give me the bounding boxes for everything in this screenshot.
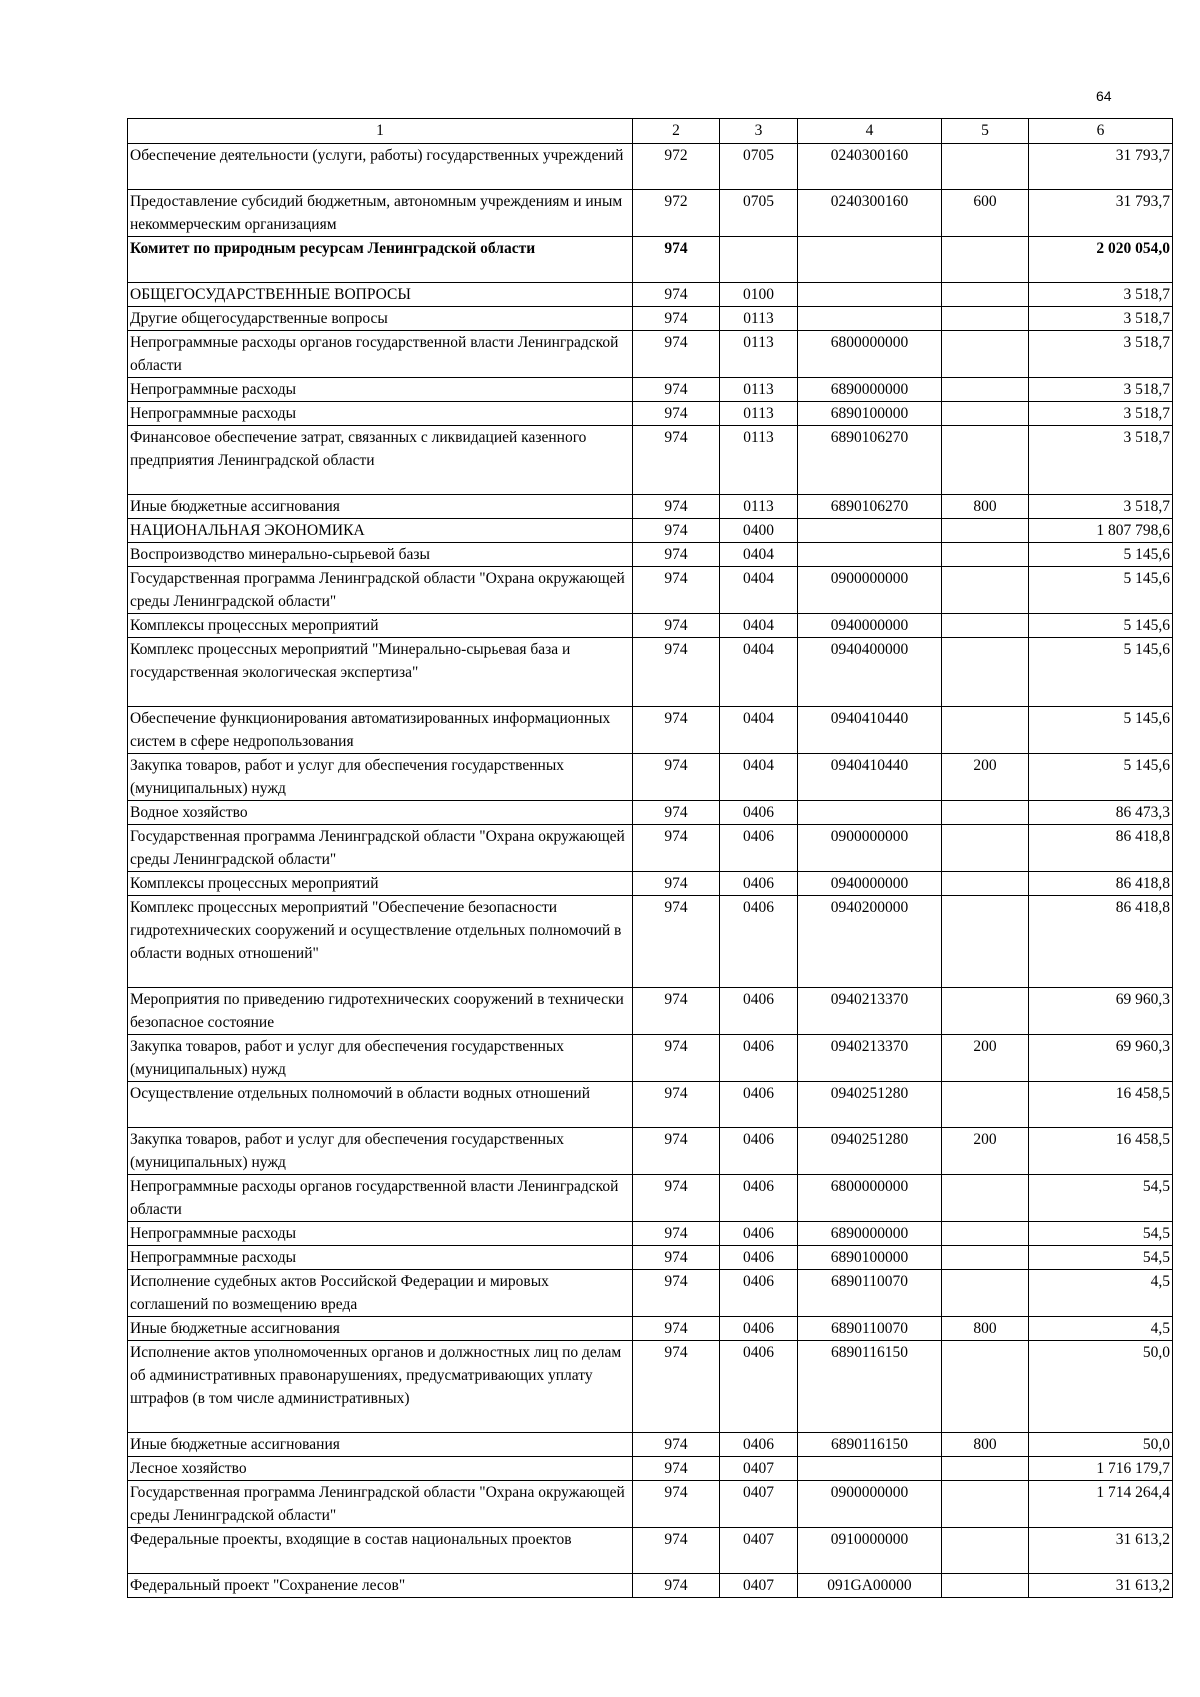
cell-section: 0406 (720, 1317, 798, 1341)
cell-name: Непрограммные расходы органов государственной власти Ленинградской области (128, 1175, 633, 1222)
cell-section (720, 237, 798, 283)
cell-target: 0940213370 (798, 1035, 942, 1082)
table-row (128, 307, 1173, 331)
cell-amount: 54,5 (1029, 1246, 1173, 1270)
cell-target: 0940213370 (798, 988, 942, 1035)
cell-target: 0910000000 (798, 1528, 942, 1574)
cell-target: 6890100000 (798, 1246, 942, 1270)
cell-amount: 86 418,8 (1029, 872, 1173, 896)
cell-target: 6890106270 (798, 495, 942, 519)
table-header-row (128, 119, 1173, 144)
cell-ministry: 974 (633, 567, 720, 614)
column-header-target: 4 (798, 119, 942, 144)
cell-section: 0404 (720, 638, 798, 707)
cell-target: 0940200000 (798, 896, 942, 988)
table-body (128, 144, 1173, 1598)
cell-section: 0406 (720, 1175, 798, 1222)
cell-name: Закупка товаров, работ и услуг для обеспечения государственных (муниципальных) нужд (128, 1035, 633, 1082)
budget-table (127, 118, 1173, 1598)
cell-section: 0406 (720, 1222, 798, 1246)
cell-amount: 4,5 (1029, 1270, 1173, 1317)
cell-name: Федеральный проект "Сохранение лесов" (128, 1574, 633, 1598)
cell-expense-type: 800 (942, 495, 1029, 519)
table-row (128, 378, 1173, 402)
cell-ministry: 974 (633, 543, 720, 567)
table-row (128, 1246, 1173, 1270)
cell-name: Исполнение судебных актов Российской Федерации и мировых соглашений по возмещению вреда (128, 1270, 633, 1317)
cell-ministry: 974 (633, 1082, 720, 1128)
cell-name: Комплексы процессных мероприятий (128, 872, 633, 896)
cell-ministry: 974 (633, 614, 720, 638)
table-row (128, 426, 1173, 495)
cell-amount: 86 418,8 (1029, 896, 1173, 988)
table-row (128, 1082, 1173, 1128)
cell-target: 6800000000 (798, 1175, 942, 1222)
cell-target (798, 283, 942, 307)
cell-target (798, 519, 942, 543)
cell-target: 6890000000 (798, 378, 942, 402)
cell-expense-type (942, 1175, 1029, 1222)
cell-section: 0406 (720, 801, 798, 825)
table-row (128, 1433, 1173, 1457)
cell-ministry: 974 (633, 495, 720, 519)
cell-section: 0404 (720, 614, 798, 638)
table-row (128, 1528, 1173, 1574)
cell-name: Комплекс процессных мероприятий "Минерально-сырьевая база и государственная экологическая экспертиза" (128, 638, 633, 707)
cell-section: 0406 (720, 1246, 798, 1270)
cell-amount: 31 613,2 (1029, 1574, 1173, 1598)
cell-target: 0900000000 (798, 825, 942, 872)
cell-amount: 31 613,2 (1029, 1528, 1173, 1574)
cell-target: 0940400000 (798, 638, 942, 707)
cell-amount: 16 458,5 (1029, 1082, 1173, 1128)
cell-expense-type: 600 (942, 190, 1029, 237)
cell-name: Осуществление отдельных полномочий в области водных отношений (128, 1082, 633, 1128)
cell-name: Непрограммные расходы органов государственной власти Ленинградской области (128, 331, 633, 378)
table-row (128, 331, 1173, 378)
table-row (128, 1317, 1173, 1341)
cell-ministry: 974 (633, 1457, 720, 1481)
cell-amount: 16 458,5 (1029, 1128, 1173, 1175)
cell-ministry: 974 (633, 378, 720, 402)
cell-name: Закупка товаров, работ и услуг для обеспечения государственных (муниципальных) нужд (128, 754, 633, 801)
cell-ministry: 974 (633, 988, 720, 1035)
cell-expense-type (942, 825, 1029, 872)
cell-ministry: 974 (633, 283, 720, 307)
cell-expense-type (942, 707, 1029, 754)
cell-target: 0940251280 (798, 1128, 942, 1175)
cell-expense-type (942, 1457, 1029, 1481)
table-row (128, 1341, 1173, 1433)
page-number: 64 (1096, 88, 1112, 104)
cell-ministry: 974 (633, 872, 720, 896)
cell-ministry: 974 (633, 1035, 720, 1082)
cell-expense-type (942, 1082, 1029, 1128)
cell-section: 0113 (720, 378, 798, 402)
column-header-ministry: 2 (633, 119, 720, 144)
table-row (128, 237, 1173, 283)
cell-target: 0900000000 (798, 1481, 942, 1528)
cell-name: Обеспечение деятельности (услуги, работы) государственных учреждений (128, 144, 633, 190)
cell-ministry: 974 (633, 638, 720, 707)
cell-name: Предоставление субсидий бюджетным, автономным учреждениям и иным некоммерческим организациям (128, 190, 633, 237)
cell-target: 6890116150 (798, 1341, 942, 1433)
table-row (128, 1035, 1173, 1082)
cell-amount: 3 518,7 (1029, 426, 1173, 495)
cell-expense-type (942, 283, 1029, 307)
cell-expense-type: 200 (942, 754, 1029, 801)
cell-ministry: 974 (633, 1574, 720, 1598)
cell-ministry: 974 (633, 1433, 720, 1457)
cell-ministry: 974 (633, 1341, 720, 1433)
cell-amount: 3 518,7 (1029, 307, 1173, 331)
table-row (128, 988, 1173, 1035)
cell-amount: 4,5 (1029, 1317, 1173, 1341)
table-row (128, 638, 1173, 707)
cell-target (798, 543, 942, 567)
cell-name: Другие общегосударственные вопросы (128, 307, 633, 331)
cell-name: Иные бюджетные ассигнования (128, 495, 633, 519)
cell-ministry: 974 (633, 331, 720, 378)
cell-section: 0705 (720, 190, 798, 237)
cell-target (798, 237, 942, 283)
cell-expense-type (942, 378, 1029, 402)
cell-section: 0400 (720, 519, 798, 543)
cell-expense-type (942, 1270, 1029, 1317)
cell-section: 0406 (720, 1270, 798, 1317)
cell-target (798, 307, 942, 331)
cell-target: 6890000000 (798, 1222, 942, 1246)
cell-section: 0404 (720, 707, 798, 754)
cell-expense-type (942, 1574, 1029, 1598)
cell-ministry: 974 (633, 1246, 720, 1270)
cell-name: Мероприятия по приведению гидротехнических сооружений в технически безопасное состояние (128, 988, 633, 1035)
cell-amount: 3 518,7 (1029, 283, 1173, 307)
cell-section: 0113 (720, 331, 798, 378)
cell-section: 0406 (720, 896, 798, 988)
cell-amount: 86 473,3 (1029, 801, 1173, 825)
table-row (128, 567, 1173, 614)
cell-section: 0404 (720, 543, 798, 567)
cell-target: 0900000000 (798, 567, 942, 614)
cell-section: 0113 (720, 307, 798, 331)
cell-section: 0406 (720, 1341, 798, 1433)
cell-expense-type: 200 (942, 1035, 1029, 1082)
cell-name: Непрограммные расходы (128, 1222, 633, 1246)
cell-amount: 5 145,6 (1029, 638, 1173, 707)
cell-expense-type (942, 1481, 1029, 1528)
cell-section: 0705 (720, 144, 798, 190)
table-row (128, 801, 1173, 825)
cell-section: 0406 (720, 988, 798, 1035)
cell-expense-type: 800 (942, 1433, 1029, 1457)
cell-section: 0406 (720, 1128, 798, 1175)
cell-name: Комплексы процессных мероприятий (128, 614, 633, 638)
cell-expense-type (942, 402, 1029, 426)
cell-ministry: 974 (633, 426, 720, 495)
cell-section: 0407 (720, 1528, 798, 1574)
cell-target: 0240300160 (798, 190, 942, 237)
cell-amount: 31 793,7 (1029, 190, 1173, 237)
cell-name: Закупка товаров, работ и услуг для обеспечения государственных (муниципальных) нужд (128, 1128, 633, 1175)
table-row (128, 1481, 1173, 1528)
cell-amount: 50,0 (1029, 1433, 1173, 1457)
cell-amount: 5 145,6 (1029, 707, 1173, 754)
table-row (128, 283, 1173, 307)
cell-amount: 3 518,7 (1029, 378, 1173, 402)
cell-ministry: 974 (633, 1270, 720, 1317)
table-row (128, 896, 1173, 988)
cell-name: Государственная программа Ленинградской области "Охрана окружающей среды Ленинградской области" (128, 825, 633, 872)
cell-expense-type: 200 (942, 1128, 1029, 1175)
cell-target (798, 1457, 942, 1481)
cell-amount: 5 145,6 (1029, 543, 1173, 567)
cell-target: 0940410440 (798, 754, 942, 801)
cell-section: 0404 (720, 754, 798, 801)
cell-expense-type (942, 801, 1029, 825)
cell-target: 0940410440 (798, 707, 942, 754)
cell-ministry: 974 (633, 1175, 720, 1222)
cell-amount: 3 518,7 (1029, 331, 1173, 378)
cell-target: 6890110070 (798, 1317, 942, 1341)
cell-expense-type (942, 638, 1029, 707)
cell-name: Финансовое обеспечение затрат, связанных с ликвидацией казенного предприятия Ленинградской области (128, 426, 633, 495)
table-row (128, 402, 1173, 426)
cell-ministry: 974 (633, 1317, 720, 1341)
cell-section: 0407 (720, 1574, 798, 1598)
cell-name: ОБЩЕГОСУДАРСТВЕННЫЕ ВОПРОСЫ (128, 283, 633, 307)
table-row (128, 543, 1173, 567)
cell-target: 091GA00000 (798, 1574, 942, 1598)
cell-ministry: 974 (633, 519, 720, 543)
cell-ministry: 974 (633, 307, 720, 331)
cell-name: Федеральные проекты, входящие в состав национальных проектов (128, 1528, 633, 1574)
cell-expense-type: 800 (942, 1317, 1029, 1341)
cell-expense-type (942, 896, 1029, 988)
cell-expense-type (942, 872, 1029, 896)
column-header-amount: 6 (1029, 119, 1173, 144)
cell-amount: 31 793,7 (1029, 144, 1173, 190)
table-row (128, 614, 1173, 638)
cell-section: 0406 (720, 1082, 798, 1128)
table-row (128, 519, 1173, 543)
cell-target: 6890110070 (798, 1270, 942, 1317)
cell-ministry: 974 (633, 1128, 720, 1175)
cell-name: Государственная программа Ленинградской области "Охрана окружающей среды Ленинградской области" (128, 567, 633, 614)
cell-ministry: 974 (633, 754, 720, 801)
cell-name: Непрограммные расходы (128, 402, 633, 426)
cell-expense-type (942, 614, 1029, 638)
table-row (128, 1128, 1173, 1175)
cell-ministry: 974 (633, 237, 720, 283)
table-row (128, 707, 1173, 754)
cell-name: Непрограммные расходы (128, 1246, 633, 1270)
cell-target: 0940000000 (798, 614, 942, 638)
cell-amount: 3 518,7 (1029, 495, 1173, 519)
cell-target: 6890100000 (798, 402, 942, 426)
cell-expense-type (942, 426, 1029, 495)
cell-section: 0407 (720, 1457, 798, 1481)
cell-section: 0113 (720, 495, 798, 519)
cell-ministry: 974 (633, 707, 720, 754)
cell-ministry: 974 (633, 896, 720, 988)
cell-expense-type (942, 331, 1029, 378)
cell-name: Государственная программа Ленинградской области "Охрана окружающей среды Ленинградской области" (128, 1481, 633, 1528)
table-row (128, 1222, 1173, 1246)
cell-section: 0406 (720, 872, 798, 896)
table-row (128, 144, 1173, 190)
table-row (128, 1457, 1173, 1481)
cell-amount: 1 716 179,7 (1029, 1457, 1173, 1481)
cell-name: Воспроизводство минерально-сырьевой базы (128, 543, 633, 567)
cell-ministry: 974 (633, 1222, 720, 1246)
cell-expense-type (942, 237, 1029, 283)
cell-target: 0940000000 (798, 872, 942, 896)
cell-section: 0113 (720, 402, 798, 426)
cell-section: 0406 (720, 1035, 798, 1082)
table-row (128, 190, 1173, 237)
cell-ministry: 974 (633, 1528, 720, 1574)
cell-amount: 86 418,8 (1029, 825, 1173, 872)
table-row (128, 825, 1173, 872)
cell-name: Иные бюджетные ассигнования (128, 1433, 633, 1457)
table-row (128, 495, 1173, 519)
table-row (128, 872, 1173, 896)
cell-section: 0407 (720, 1481, 798, 1528)
column-header-name: 1 (128, 119, 633, 144)
table-row (128, 1574, 1173, 1598)
cell-target: 0940251280 (798, 1082, 942, 1128)
cell-name: Исполнение актов уполномоченных органов и должностных лиц по делам об административных правонарушениях, предусматривающих уплату штрафов (в том числе административных) (128, 1341, 633, 1433)
cell-expense-type (942, 1246, 1029, 1270)
table-row (128, 1175, 1173, 1222)
cell-name: Обеспечение функционирования автоматизированных информационных систем в сфере недропользования (128, 707, 633, 754)
cell-amount: 1 714 264,4 (1029, 1481, 1173, 1528)
cell-section: 0406 (720, 1433, 798, 1457)
cell-ministry: 974 (633, 402, 720, 426)
cell-ministry: 972 (633, 144, 720, 190)
cell-expense-type (942, 1222, 1029, 1246)
cell-section: 0406 (720, 825, 798, 872)
table-row (128, 754, 1173, 801)
cell-amount: 54,5 (1029, 1175, 1173, 1222)
cell-section: 0404 (720, 567, 798, 614)
cell-amount: 1 807 798,6 (1029, 519, 1173, 543)
table-row (128, 1270, 1173, 1317)
cell-name: Комитет по природным ресурсам Ленинградской области (128, 237, 633, 283)
cell-amount: 2 020 054,0 (1029, 237, 1173, 283)
cell-expense-type (942, 543, 1029, 567)
cell-expense-type (942, 144, 1029, 190)
cell-target: 6890116150 (798, 1433, 942, 1457)
cell-target: 6800000000 (798, 331, 942, 378)
cell-amount: 69 960,3 (1029, 988, 1173, 1035)
cell-amount: 54,5 (1029, 1222, 1173, 1246)
column-header-section: 3 (720, 119, 798, 144)
cell-section: 0100 (720, 283, 798, 307)
cell-expense-type (942, 1341, 1029, 1433)
cell-ministry: 972 (633, 190, 720, 237)
cell-amount: 5 145,6 (1029, 614, 1173, 638)
column-header-expense-type: 5 (942, 119, 1029, 144)
cell-amount: 5 145,6 (1029, 754, 1173, 801)
cell-expense-type (942, 567, 1029, 614)
cell-name: Водное хозяйство (128, 801, 633, 825)
cell-name: Комплекс процессных мероприятий "Обеспечение безопасности гидротехнических сооружений и осуществление отдельных полномочий в области водных отношений" (128, 896, 633, 988)
cell-expense-type (942, 1528, 1029, 1574)
cell-target: 6890106270 (798, 426, 942, 495)
cell-amount: 3 518,7 (1029, 402, 1173, 426)
cell-ministry: 974 (633, 825, 720, 872)
cell-name: Непрограммные расходы (128, 378, 633, 402)
cell-expense-type (942, 988, 1029, 1035)
cell-expense-type (942, 519, 1029, 543)
cell-name: НАЦИОНАЛЬНАЯ ЭКОНОМИКА (128, 519, 633, 543)
cell-ministry: 974 (633, 1481, 720, 1528)
cell-section: 0113 (720, 426, 798, 495)
cell-target (798, 801, 942, 825)
cell-amount: 69 960,3 (1029, 1035, 1173, 1082)
cell-name: Лесное хозяйство (128, 1457, 633, 1481)
cell-amount: 50,0 (1029, 1341, 1173, 1433)
cell-target: 0240300160 (798, 144, 942, 190)
cell-amount: 5 145,6 (1029, 567, 1173, 614)
cell-ministry: 974 (633, 801, 720, 825)
cell-name: Иные бюджетные ассигнования (128, 1317, 633, 1341)
cell-expense-type (942, 307, 1029, 331)
